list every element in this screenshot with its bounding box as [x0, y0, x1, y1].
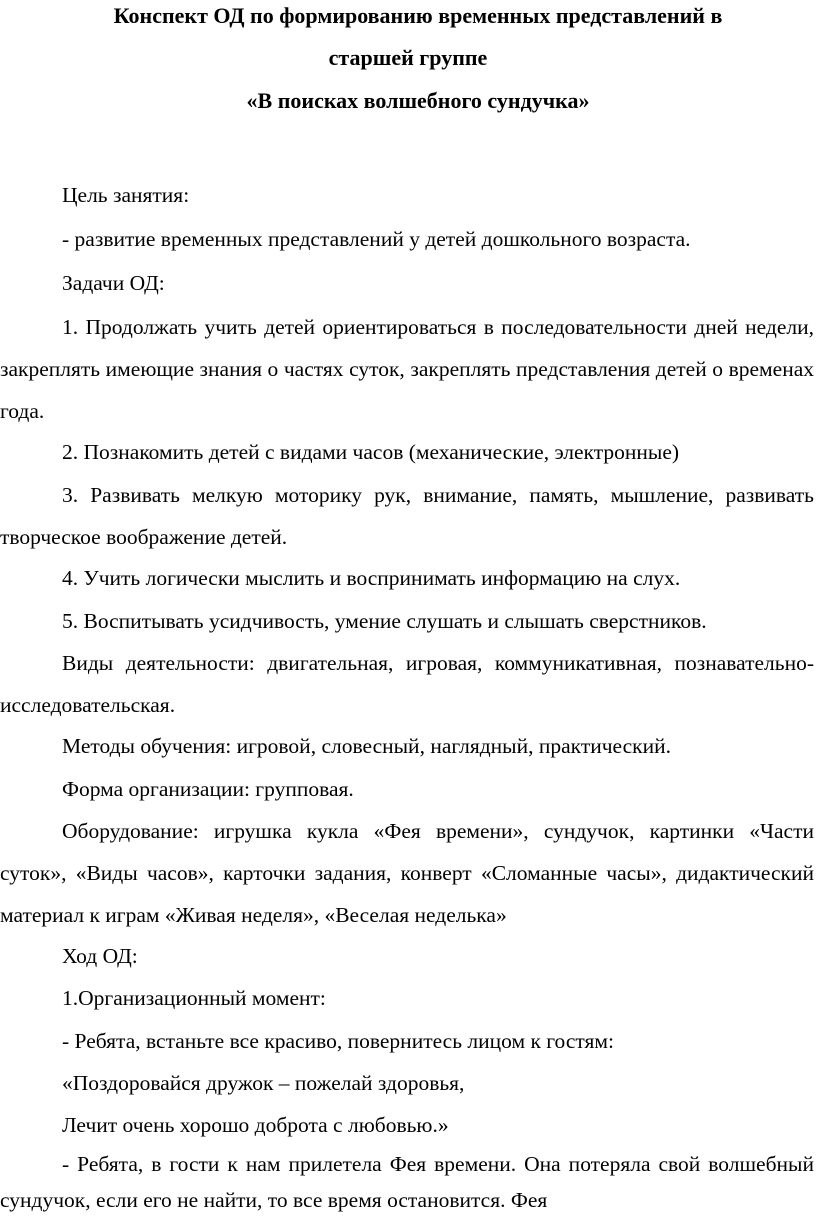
form-paragraph: Форма организации: групповая. [62, 777, 354, 801]
tasks-heading: Задачи ОД: [62, 271, 165, 295]
goal-heading: Цель занятия: [62, 183, 190, 207]
activities-paragraph: Виды деятельности: двигательная, игровая, коммуникативная, познавательно-исследовательская. [0, 651, 814, 717]
methods-paragraph: Методы обучения: игровой, словесный, наглядный, практический. [62, 734, 671, 758]
document-title-line-1: Конспект ОД по формированию временных представлений в [113, 3, 723, 28]
speech-line-2: - Ребята, в гости к нам прилетела Фея времени. Она потеряла свой волшебный сундучок, если его не найти, то все время остановится. Фея [0, 1152, 814, 1212]
goal-text: - развитие временных представлений у детей дошкольного возраста. [62, 227, 691, 251]
course-heading: Ход ОД: [62, 944, 138, 968]
task-1: 1. Продолжать учить детей ориентироваться в последовательности дней недели, закреплять имеющие знания о частях суток, закреплять представления детей о временах года. [0, 315, 814, 423]
speech-line-1: - Ребята, встаньте все красиво, повернитесь лицом к гостям: [62, 1029, 614, 1053]
poem-line-1: «Поздоровайся дружок – пожелай здоровья, [62, 1071, 465, 1095]
equipment-paragraph: Оборудование: игрушка кукла «Фея времени», сундучок, картинки «Части суток», «Виды часов», карточки задания, конверт «Сломанные часы», дидактический материал к играм «Живая неделя», «Веселая неделька» [0, 819, 814, 927]
document-title-line-3: «В поисках волшебного сундучка» [246, 88, 590, 113]
document-title-line-2: старшей группе [328, 45, 488, 70]
task-2: 2. Познакомить детей с видами часов (механические, электронные) [62, 440, 680, 464]
task-5: 5. Воспитывать усидчивость, умение слушать и слышать сверстников. [62, 609, 707, 633]
task-4: 4. Учить логически мыслить и воспринимать информацию на слух. [62, 566, 681, 590]
task-3: 3. Развивать мелкую моторику рук, внимание, память, мышление, развивать творческое воображение детей. [0, 483, 814, 549]
poem-line-2: Лечит очень хорошо доброта с любовью.» [62, 1113, 449, 1137]
org-moment-heading: 1.Организационный момент: [62, 986, 326, 1010]
